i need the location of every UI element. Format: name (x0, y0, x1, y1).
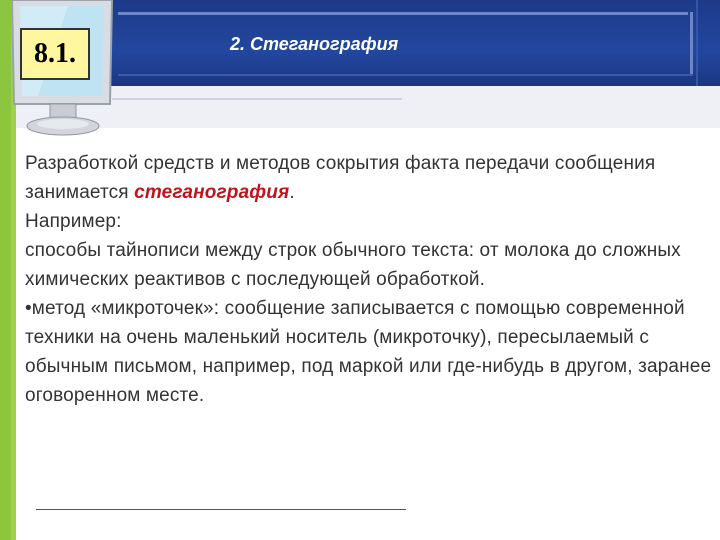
subheader-band (16, 86, 720, 128)
intro-text: Разработкой средств и методов сокрытия факта передачи сообщения занимается (25, 153, 656, 203)
paragraph-example-label: Например: (25, 211, 122, 232)
footer-divider (36, 509, 406, 510)
highlighted-term: стеганография (134, 182, 290, 203)
paragraph-intro (25, 149, 715, 207)
slide-body (25, 149, 715, 410)
subheader-decor-line (112, 98, 402, 100)
paragraph-method-ink: способы тайнописи между строк обычного текста: от молока до сложных химических реактивов с последующей обработкой. (25, 240, 681, 290)
header-decor-line (690, 12, 693, 74)
intro-end: . (289, 182, 295, 203)
header-decor-line (118, 12, 688, 15)
slide-number-badge (20, 28, 90, 80)
header-decor-line (696, 0, 698, 86)
slide-number: 8.1. (34, 38, 76, 69)
paragraph-method-microdots: •метод «микроточек»: сообщение записывается с помощью современной техники на очень маленький носитель (микроточку), пересылаемый с обычным письмом, например, под маркой или где-нибудь в другом, заранее оговоренном месте. (25, 298, 712, 406)
header-decor-line (118, 74, 693, 76)
slide-title: 2. Стеганография (230, 34, 399, 54)
